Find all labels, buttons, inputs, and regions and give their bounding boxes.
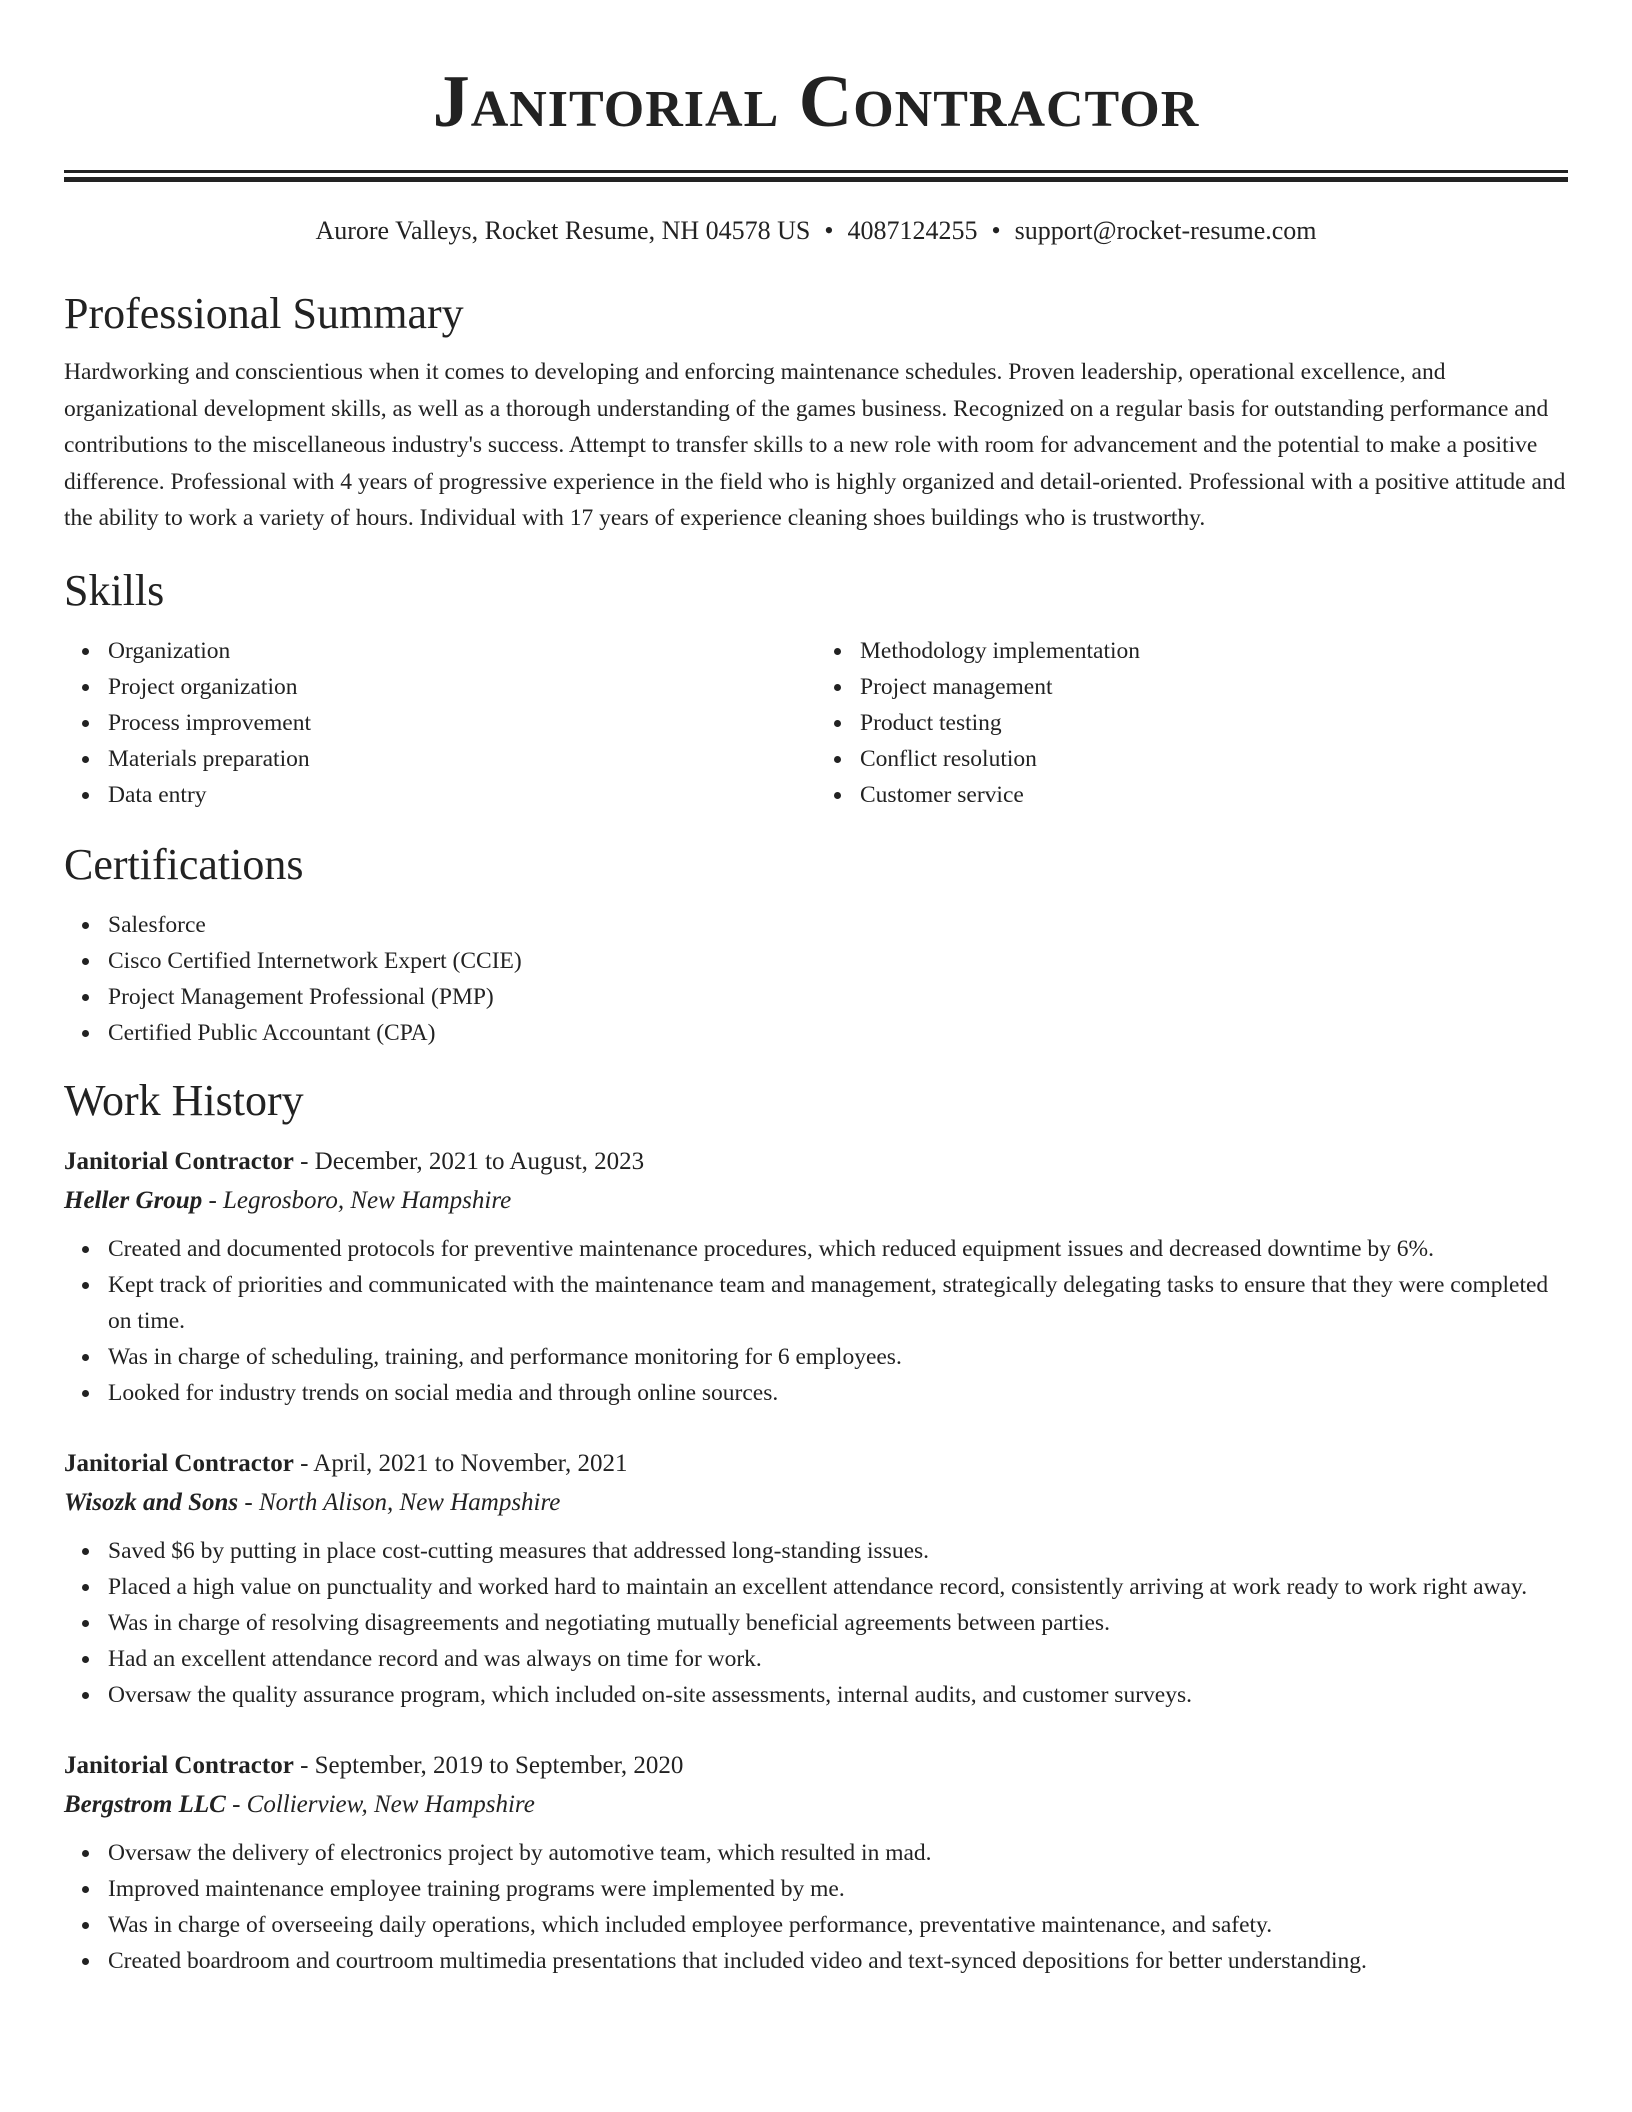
job-company: Wisozk and Sons: [64, 1488, 239, 1516]
job-bullet: Oversaw the delivery of electronics project by automotive team, which resulted in mad.: [108, 1835, 1568, 1871]
skill-item: Project organization: [108, 669, 816, 705]
job-bullets: [64, 1835, 1568, 1979]
job-role: Janitorial Contractor: [64, 1147, 294, 1175]
job-company-line: [64, 1483, 1568, 1523]
job-bullets: [64, 1533, 1568, 1713]
contact-email: support@rocket-resume.com: [1014, 216, 1317, 245]
skills-heading: Skills: [64, 565, 165, 615]
skill-item: Data entry: [108, 777, 816, 813]
skills-column-left: [64, 633, 816, 813]
certification-item: Salesforce: [108, 907, 1568, 943]
skill-item: Materials preparation: [108, 741, 816, 777]
skill-item: Organization: [108, 633, 816, 669]
skill-item: Methodology implementation: [860, 633, 1568, 669]
job-bullet: Was in charge of overseeing daily operations, which included employee performance, preventative maintenance, and safety.: [108, 1907, 1568, 1943]
job-location: - Collierview, New Hampshire: [225, 1790, 535, 1818]
job-bullets: [64, 1231, 1568, 1411]
job-bullet: Looked for industry trends on social media and through online sources.: [108, 1375, 1568, 1411]
job-bullet: Saved $6 by putting in place cost-cutting measures that addressed long-standing issues.: [108, 1533, 1568, 1569]
work-history-heading: Work History: [64, 1075, 304, 1125]
skill-item: Project management: [860, 669, 1568, 705]
summary-heading: Professional Summary: [64, 289, 464, 338]
job-dates: - September, 2019 to September, 2020: [293, 1751, 684, 1779]
certification-item: Project Management Professional (PMP): [108, 979, 1568, 1015]
certification-item: Cisco Certified Internetwork Expert (CCIE): [108, 943, 1568, 979]
job-bullet: Oversaw the quality assurance program, which included on-site assessments, internal audits, and customer surveys.: [108, 1677, 1568, 1713]
skill-item: Customer service: [860, 777, 1568, 813]
contact-separator: •: [824, 216, 834, 245]
contact-address: Aurore Valleys, Rocket Resume, NH 04578 US: [315, 216, 811, 245]
job-dates: - April, 2021 to November, 2021: [293, 1449, 628, 1477]
job-company: Heller Group: [64, 1186, 203, 1214]
job-title-line: [64, 1143, 1568, 1181]
skills-list-left: [64, 633, 816, 813]
job-bullet: Placed a high value on punctuality and worked hard to maintain an excellent attendance record, consistently arriving at work ready to work right away.: [108, 1569, 1568, 1605]
job-bullet: Was in charge of resolving disagreements and negotiating mutually beneficial agreements between parties.: [108, 1605, 1568, 1641]
contact-phone: 4087124255: [847, 216, 978, 245]
job-dates: - December, 2021 to August, 2023: [293, 1147, 645, 1175]
skill-item: Product testing: [860, 705, 1568, 741]
job-title-line: [64, 1747, 1568, 1785]
job-role: Janitorial Contractor: [64, 1449, 294, 1477]
job-location: - North Alison, New Hampshire: [238, 1488, 561, 1516]
job-bullet: Created boardroom and courtroom multimedia presentations that included video and text-synced depositions for better understanding.: [108, 1943, 1568, 1979]
job-role: Janitorial Contractor: [64, 1751, 294, 1779]
skill-item: Process improvement: [108, 705, 816, 741]
certification-item: Certified Public Accountant (CPA): [108, 1015, 1568, 1051]
skills-column-right: [816, 633, 1568, 813]
contact-separator: •: [991, 216, 1001, 245]
job-company-line: [64, 1785, 1568, 1825]
job-company-line: [64, 1181, 1568, 1221]
summary-text: Hardworking and conscientious when it comes to developing and enforcing maintenance schedules. Proven leadership, operational excellence, and organizational development skills, as well as a thorough understanding of the games business. Recognized on a regular basis for outstanding performance and contributions to the miscellaneous industry's success. Attempt to transfer skills to a new role with room for advancement and the potential to make a positive difference. Professional with 4 years of progressive experience in the field who is highly organized and detail-oriented. Professional with a positive attitude and the ability to work a variety of hours. Individual with 17 years of experience cleaning shoes buildings who is trustworthy.: [64, 359, 1566, 531]
resume-title: Janitorial Contractor: [432, 61, 1200, 143]
skills-list-right: [816, 633, 1568, 813]
job-title-line: [64, 1445, 1568, 1483]
contact-line: [64, 214, 1568, 248]
job-location: - Legrosboro, New Hampshire: [202, 1186, 512, 1214]
job-entry: [64, 1747, 1568, 1979]
skills-columns: [64, 633, 1568, 813]
job-company: Bergstrom LLC: [64, 1790, 226, 1818]
title-divider: [64, 170, 1568, 182]
job-bullet: Had an excellent attendance record and was always on time for work.: [108, 1641, 1568, 1677]
certifications-list: [64, 907, 1568, 1051]
certifications-heading: Certifications: [64, 839, 304, 889]
job-bullet: Kept track of priorities and communicated with the maintenance team and management, strategically delegating tasks to ensure that they were completed on time.: [108, 1267, 1568, 1339]
job-bullet: Was in charge of scheduling, training, and performance monitoring for 6 employees.: [108, 1339, 1568, 1375]
job-entry: [64, 1445, 1568, 1713]
job-entry: [64, 1143, 1568, 1411]
skill-item: Conflict resolution: [860, 741, 1568, 777]
job-bullet: Created and documented protocols for preventive maintenance procedures, which reduced equipment issues and decreased downtime by 6%.: [108, 1231, 1568, 1267]
job-bullet: Improved maintenance employee training programs were implemented by me.: [108, 1871, 1568, 1907]
